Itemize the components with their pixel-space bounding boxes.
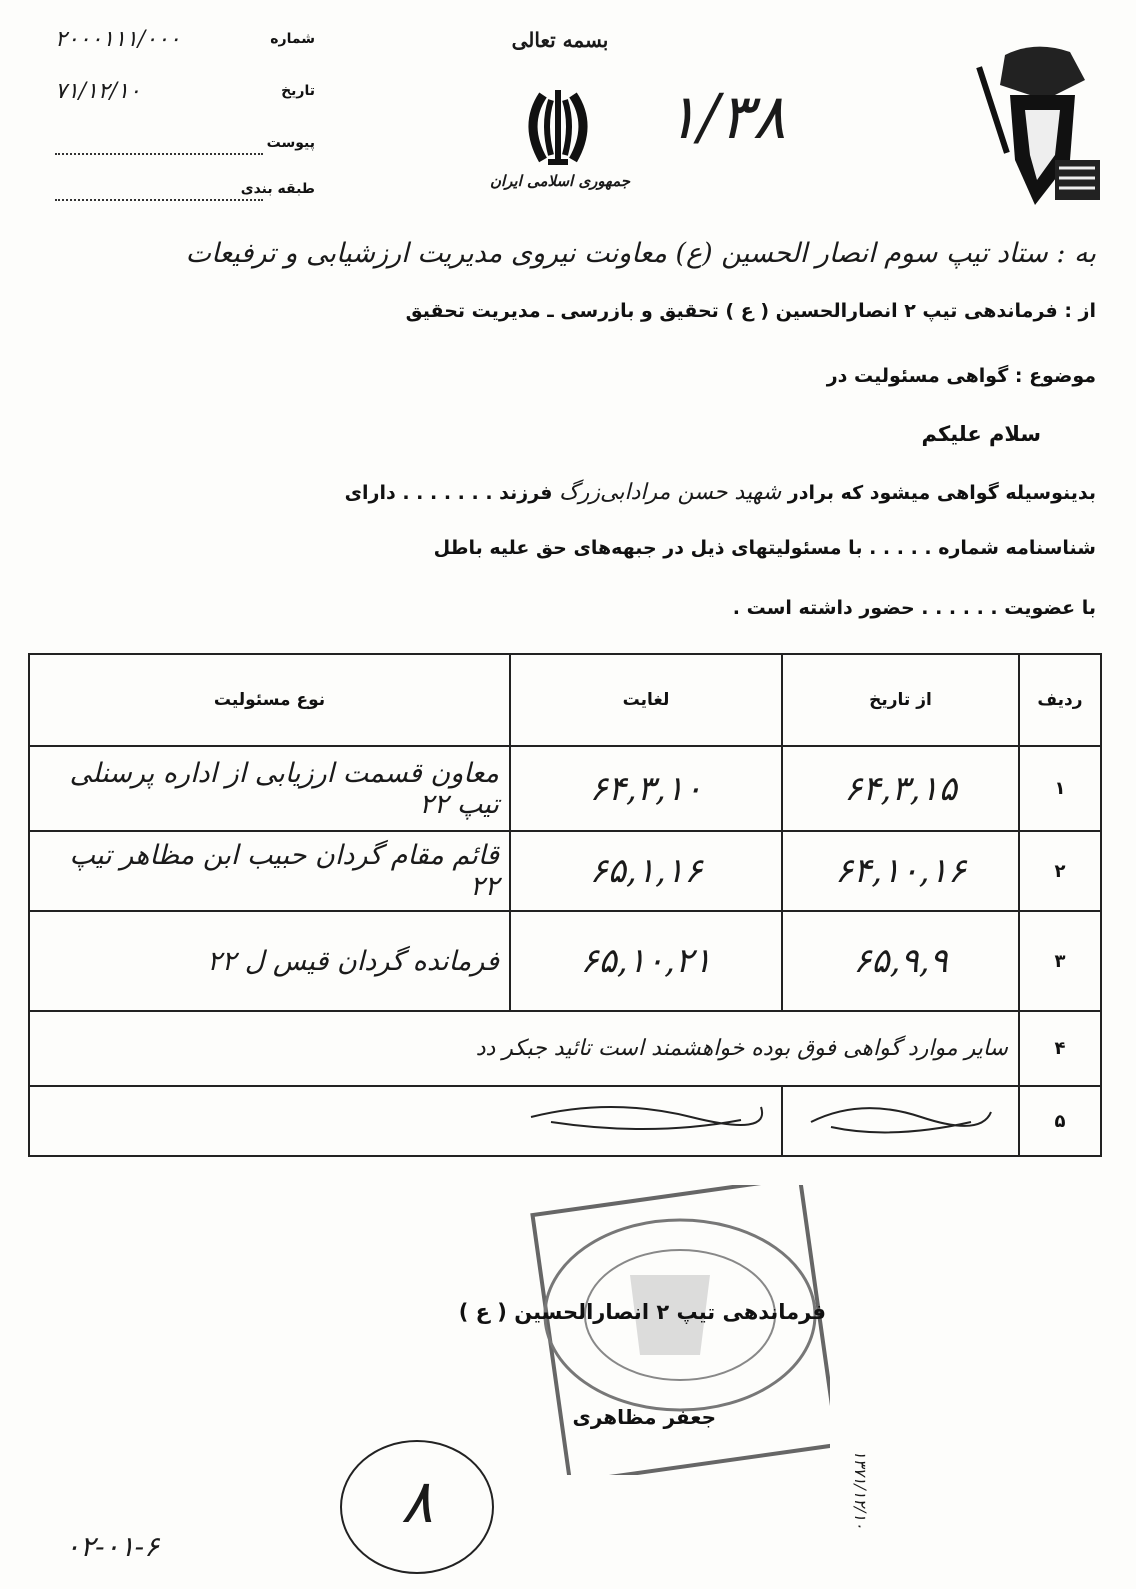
number-row [55, 25, 315, 65]
table-row [29, 746, 1101, 831]
from-date: ۶۴,۳,۱۵ [782, 746, 1019, 831]
col-responsibility-type: نوع مسئولیت [29, 654, 510, 746]
table-row [29, 831, 1101, 911]
table-row [29, 1011, 1101, 1086]
date-value: ۷۱/۱۲/۱۰ [55, 79, 141, 104]
signatory-name: جعفر مظاهری [572, 1405, 716, 1429]
row-number: ۳ [1019, 911, 1101, 1011]
body-line-1-suffix: فرزند . . . . . . . دارای [344, 482, 553, 504]
date-label: تاریخ [281, 83, 315, 99]
signatory-title: فرماندهی تیپ ۲ انصارالحسین ( ع ) [458, 1300, 826, 1324]
bottom-code: ۰۲-۰۱-۶ [65, 1530, 160, 1563]
responsibility-type: معاون قسمت ارزیابی از اداره پرسنلی تیپ ۲۲ [29, 746, 510, 831]
to-date: ۶۴,۳,۱۰ [510, 746, 782, 831]
number-label: شماره [270, 31, 315, 47]
greeting: سلام علیکم [921, 422, 1041, 446]
signature-scribble-icon [511, 1092, 771, 1142]
body-line-2: شناسنامه شماره . . . . . با مسئولیتهای ذیل در جبهه‌های حق علیه باطل [433, 537, 1096, 559]
attachment-row [55, 129, 315, 169]
person-name: شهید حسن مرادابی‌زرگ [559, 480, 782, 505]
body-line-3: با عضویت . . . . . . حضور داشته است . [732, 597, 1096, 619]
irgc-emblem [975, 40, 1115, 215]
iran-emblem-icon [513, 85, 603, 170]
table-row [29, 1086, 1101, 1156]
body-line-1 [345, 480, 1096, 505]
col-from-date: از تاریخ [782, 654, 1019, 746]
from-date: ۶۵,۹,۹ [782, 911, 1019, 1011]
handwritten-file-mark: ۱/۳۸ [665, 80, 786, 153]
circled-number [340, 1440, 494, 1574]
signature-cell [29, 1086, 782, 1156]
invocation: بسمه تعالی [511, 28, 609, 52]
table-header-row [29, 654, 1101, 746]
subject-line: موضوع : گواهی مسئولیت در [826, 365, 1096, 387]
row-number: ۵ [1019, 1086, 1101, 1156]
responsibility-type: قائم مقام گردان حبیب ابن مظاهر تیپ ۲۲ [29, 831, 510, 911]
col-row-number: ردیف [1019, 654, 1101, 746]
attachment-label: پیوست [266, 135, 315, 151]
classification-row [55, 175, 315, 215]
responsibility-type: فرمانده گردان قیس ل ۲۲ [29, 911, 510, 1011]
row-number: ۱ [1019, 746, 1101, 831]
from-date: ۶۴,۱۰,۱۶ [782, 831, 1019, 911]
emblem-caption: جمهوری اسلامی ایران [489, 172, 631, 190]
row-number: ۲ [1019, 831, 1101, 911]
signature-cell [782, 1086, 1019, 1156]
col-to-date: لغایت [510, 654, 782, 746]
classification-dots [55, 199, 263, 201]
circled-number-value: ۸ [400, 1467, 434, 1537]
to-date: ۶۵,۱۰,۲۱ [510, 911, 782, 1011]
date-row [55, 77, 315, 117]
attachment-dots [55, 153, 263, 155]
recipient-line: به : ستاد تیپ سوم انصار الحسین (ع) معاونت نیروی مدیریت ارزشیابی و ترفیعات [185, 238, 1096, 269]
body-line-1-prefix: بدینوسیله گواهی میشود که برادر [787, 482, 1096, 504]
signature-scribble-icon [801, 1092, 1001, 1142]
classification-label: طبقه بندی [240, 181, 315, 197]
number-value: ۲۰۰۰۱۱۱/۰۰۰ [55, 27, 181, 52]
sender-line: از : فرماندهی تیپ ۲ انصارالحسین ( ع ) تحقیق و بازرسی ـ مدیریت تحقیق [405, 300, 1096, 322]
official-stamp [510, 1185, 830, 1475]
certification-note: سایر موارد گواهی فوق بوده خواهشمند است تائید جبکر دد [29, 1011, 1019, 1086]
row-number: ۴ [1019, 1011, 1101, 1086]
table-row [29, 911, 1101, 1011]
side-code: ۱۳۷۱/۱۲/۱۰ [851, 1450, 870, 1530]
responsibility-table [28, 653, 1102, 1157]
to-date: ۶۵,۱,۱۶ [510, 831, 782, 911]
